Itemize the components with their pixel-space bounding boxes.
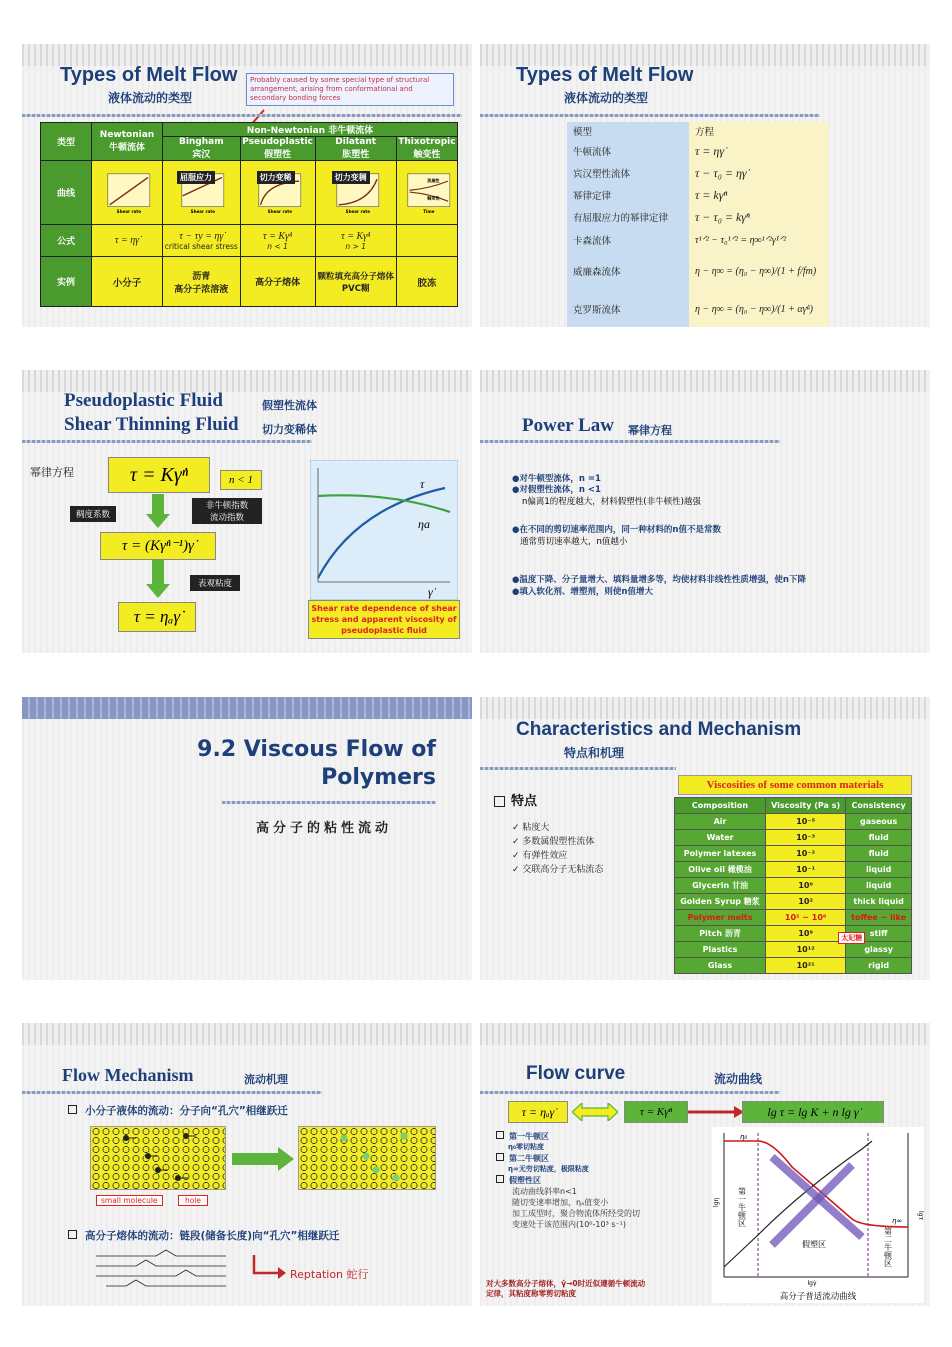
small-molecule-heading <box>68 1103 288 1118</box>
type-newtonian <box>92 123 163 161</box>
bullet-n-not-constant: ●在不同的剪切速率范围内，同一种材料的n值不是常数 <box>512 525 721 535</box>
feature-item <box>512 835 603 849</box>
note-n-decrease: 通常剪切速率越大，n值越小 <box>520 537 628 547</box>
curve-label-eta: ηa <box>418 517 430 531</box>
model-name: 威廉森流体 <box>567 252 689 290</box>
slide-title-cn: 特点和机理 <box>564 746 625 760</box>
eq-condition: n < 1 <box>220 470 262 490</box>
feature-heading-text: 特点 <box>511 794 538 809</box>
cell <box>841 926 912 942</box>
feature-text: 多数属假塑性流体 <box>522 837 595 847</box>
col-model: 模型 <box>567 122 689 140</box>
checkbox-icon <box>494 796 505 807</box>
polymer-heading <box>68 1228 339 1243</box>
legend-text: 第二牛顿区 <box>509 1154 549 1163</box>
zone-first-newtonian: 第一牛顿区 <box>737 1187 747 1227</box>
non-newtonian-header: Non-Newtonian 非牛顿流体 <box>163 123 458 137</box>
formula-text: τ = ηγ̇ <box>114 235 140 246</box>
legend-zero-shear: η₀零切粘度 <box>508 1143 545 1151</box>
cell: Polymer latexes <box>675 846 766 862</box>
cell: Polymer melts <box>675 910 766 926</box>
slide-characteristics-mechanism <box>480 697 930 980</box>
slide-title-2-cn: 切力变稀体 <box>262 423 317 436</box>
model-name: 牛顿流体 <box>567 140 689 162</box>
formula-text: τ = Kγ̇ⁿ <box>263 230 293 242</box>
section-header-bar <box>22 697 472 719</box>
double-arrow <box>572 1103 618 1121</box>
formula-note: n < 1 <box>267 241 288 251</box>
slide-title: Flow Mechanism <box>62 1065 194 1085</box>
formula-note: critical shear stress <box>164 241 238 251</box>
slide-title-cn: 流动曲线 <box>714 1072 763 1086</box>
zone-second-newtonian: 第二牛顿区 <box>883 1227 893 1267</box>
col-equation: 方程 <box>689 122 829 140</box>
formula-note: n > 1 <box>345 241 366 251</box>
checkbox-icon <box>496 1175 504 1183</box>
cell: 10⁻¹ <box>766 862 846 878</box>
check-icon: ✓ <box>512 837 523 847</box>
bullet-temperature: ●温度下降、分子量增大、填料量增多等，均使材料非线性性质增强，使n下降 <box>512 575 806 585</box>
curve-pseudoplastic <box>240 161 315 225</box>
legend-text: 第一牛顿区 <box>509 1132 549 1141</box>
feature-item <box>512 863 603 877</box>
type-en: Dilatant <box>335 137 377 147</box>
label-hole: hole <box>178 1195 208 1206</box>
model-name: 宾汉塑性流体 <box>567 162 689 184</box>
check-icon: ✓ <box>512 851 523 861</box>
type-pseudoplastic <box>240 137 315 161</box>
col-viscosity: Viscosity (Pa s) <box>766 798 846 814</box>
label-eta0: η₀ <box>740 1133 748 1141</box>
curve-label-tau: τ <box>420 477 425 491</box>
model-name: 卡森流体 <box>567 228 689 252</box>
type-cn: 牛顿流体 <box>108 143 145 153</box>
thixotropic-mini-chart <box>400 172 454 214</box>
viscosity-table-title: Viscosities of some common materials <box>678 775 912 795</box>
x-axis-label: lgγ̇ <box>807 1280 817 1287</box>
cell: gaseous <box>846 814 912 830</box>
title-rule <box>22 1091 322 1094</box>
cell-text: stiff <box>869 929 888 938</box>
reptation-arrow <box>250 1255 288 1283</box>
feature-list <box>512 821 603 877</box>
row-label-example: 实例 <box>41 257 92 307</box>
col-consistency: Consistency <box>846 798 912 814</box>
feature-text: 粘度大 <box>522 823 550 833</box>
arrow-right <box>232 1147 296 1171</box>
legend-second-newtonian <box>496 1153 640 1164</box>
slide-title-2: Shear Thinning Fluid <box>64 414 239 435</box>
flow-types-table <box>40 122 458 307</box>
tag-shear-thinning: 切力变稀 <box>257 171 295 184</box>
universal-flow-curve-chart <box>712 1127 924 1303</box>
type-en: Bingham <box>178 137 224 147</box>
type-thixotropic <box>396 137 457 161</box>
legend-first-newtonian <box>496 1131 640 1142</box>
example-newtonian: 小分子 <box>92 257 163 307</box>
check-icon: ✓ <box>512 865 523 875</box>
slide-title: Types of Melt Flow <box>60 64 238 86</box>
type-cn: 假塑性 <box>264 150 292 160</box>
cell: Golden Syrup 糖浆 <box>675 894 766 910</box>
label-eta-inf: η∞ <box>892 1217 903 1225</box>
pseudoplastic-curve-chart <box>310 460 458 600</box>
axis-x-label: Shear rate <box>267 208 292 214</box>
curve-thixotropic <box>396 161 457 225</box>
constitutive-equation-table <box>567 122 829 327</box>
title-rule <box>222 801 436 804</box>
molecule-jump-marks <box>90 1126 224 1188</box>
y-axis-right-label: lgτ <box>917 1211 924 1221</box>
legend-text: 假塑性区 <box>509 1176 541 1185</box>
cell: Pitch 沥青 <box>675 926 766 942</box>
cell: fluid <box>846 830 912 846</box>
axis-x-label: γ̇ <box>428 585 433 599</box>
bullet-pseudoplastic: ●对假塑性流体，n <1 <box>512 485 601 495</box>
zone-pseudoplastic: 假塑区 <box>802 1240 826 1249</box>
slide-title-1-cn: 假塑性流体 <box>262 399 317 412</box>
model-equation: τ¹ᐟ² − τ₀¹ᐟ² = η∞¹ᐟ²γ̇¹ᐟ² <box>689 228 829 252</box>
curve-dilatant <box>315 161 396 225</box>
checkbox-icon <box>496 1131 504 1139</box>
viscosity-table <box>674 797 912 974</box>
checkbox-icon <box>496 1153 504 1161</box>
axis-x-label: Shear rate <box>190 208 216 214</box>
newtonian-mini-chart <box>100 172 154 214</box>
cell: thick liquid <box>846 894 912 910</box>
slide-title: Types of Melt Flow <box>516 64 694 86</box>
row-label-type: 类型 <box>41 123 92 161</box>
feature-text: 有弹性效应 <box>522 851 568 861</box>
cell: Olive oil 橄榄油 <box>675 862 766 878</box>
slide-section-viscous-flow <box>22 697 472 980</box>
eq-power-law: τ = Kγ̇ⁿ <box>108 457 210 493</box>
title-rule <box>480 767 676 770</box>
annotation-note: Probably caused by some special type of structural arrangement, arising from conformational and secondary bonding forces <box>246 73 454 106</box>
header-strip <box>480 44 930 66</box>
formula-text: τ − τy = ηγ̇ <box>179 230 224 242</box>
label-small-molecule: small molecule <box>96 1195 163 1206</box>
curve-newtonian <box>92 161 163 225</box>
arrow-down-1 <box>146 494 170 530</box>
formula-bingham <box>163 225 241 257</box>
header-strip <box>480 1023 930 1045</box>
example-pseudoplastic: 高分子熔体 <box>240 257 315 307</box>
toffee-tag: 太妃糖 <box>838 932 865 944</box>
eq-apparent-viscosity: τ = ηₐγ̇ <box>118 602 196 632</box>
checkbox-icon <box>68 1105 77 1114</box>
arrow-down-2 <box>146 560 170 600</box>
title-rule <box>22 114 462 117</box>
section-title-cn: 高分子的粘性流动 <box>256 821 393 836</box>
cell: 10⁹ <box>766 926 846 942</box>
feature-item <box>512 849 603 863</box>
header-strip <box>22 1023 472 1045</box>
checkbox-icon <box>68 1230 77 1239</box>
type-en: Pseudoplastic <box>242 137 313 147</box>
legend-note: 随切变速率增加，ηₐ值变小 <box>512 1198 609 1207</box>
eq-apparent: τ = ηₐγ̇ <box>508 1101 568 1123</box>
molecule-after-marks <box>298 1126 434 1188</box>
reptation-label: Reptation 蛇行 <box>290 1268 369 1281</box>
bottom-note-1: 对大多数高分子熔体，γ̇→0时近似遵循牛顿流动 <box>486 1279 646 1288</box>
bullet-plasticizer: ●填入软化剂、增塑剂，则使n值增大 <box>512 587 653 597</box>
slide-types-of-melt-flow-2 <box>480 44 930 327</box>
model-equation: τ − τ₀ = ηγ̇ <box>689 162 829 184</box>
eq-power-law: τ = Kγ̇ⁿ <box>624 1101 688 1123</box>
type-bingham <box>163 137 241 161</box>
cell: 10⁰ <box>766 878 846 894</box>
slide-subtitle: 液体流动的类型 <box>108 91 193 105</box>
heading-text: 高分子熔体的流动：链段(储备长度)向“孔穴”相继跃迁 <box>85 1230 340 1242</box>
tag-shear-thickening: 切力变稠 <box>332 171 370 184</box>
tag-flow-index: 非牛顿指数 流动指数 <box>192 498 262 524</box>
model-equation: τ = kγ̇ⁿ <box>689 184 829 206</box>
check-icon: ✓ <box>512 823 523 833</box>
legend-list <box>496 1131 640 1230</box>
chart-caption: Shear rate dependence of shear stress and apparent viscosity of pseudoplastic fluid <box>308 600 460 639</box>
slide-title: Flow curve <box>526 1063 626 1084</box>
model-name: 有屈服应力的幂律定律 <box>567 206 689 228</box>
slide-pseudoplastic-fluid <box>22 370 472 653</box>
row-label-formula: 公式 <box>41 225 92 257</box>
tag-apparent-viscosity: 表观粘度 <box>190 575 240 591</box>
formula-dilatant <box>315 225 396 257</box>
cell: 10¹² <box>766 942 846 958</box>
formula-thixotropic <box>396 225 457 257</box>
heading-text: 小分子液体的流动：分子向“孔穴”相继跃迁 <box>85 1105 288 1117</box>
slide-flow-curve <box>480 1023 930 1306</box>
slide-title-cn: 流动机理 <box>244 1073 288 1086</box>
model-equation: τ = ηγ̇ <box>689 140 829 162</box>
tag-yield-stress: 屈服应力 <box>177 171 215 184</box>
title-rule <box>480 440 780 443</box>
legend-note: 变速处于该范围内(10⁰-10³ s⁻¹) <box>512 1220 627 1229</box>
cell: Glycerin 甘油 <box>675 878 766 894</box>
header-strip <box>480 697 930 719</box>
legend-note: 流动曲线斜率n<1 <box>512 1187 577 1196</box>
title-rule <box>480 114 820 117</box>
slide-title: Characteristics and Mechanism <box>516 719 802 740</box>
cell: 10² <box>766 894 846 910</box>
slide-title: Power Law <box>522 415 614 436</box>
cell: liquid <box>846 862 912 878</box>
bottom-note-2: 定律，其粘度称零剪切粘度 <box>486 1289 576 1298</box>
slide-flow-mechanism <box>22 1023 472 1306</box>
type-en: Thixotropic <box>398 137 456 147</box>
cell: Air <box>675 814 766 830</box>
cell: 10⁻³ <box>766 830 846 846</box>
example-bingham: 沥青 高分子浓溶液 <box>163 257 241 307</box>
eq-power-law-expanded: τ = (Kγ̇ⁿ⁻¹)γ̇ <box>100 532 216 560</box>
cell: liquid <box>846 878 912 894</box>
axis-x-label: Time <box>423 208 435 214</box>
row-label-curve: 曲线 <box>41 161 92 225</box>
legend-infinite-shear: η∞无穷切粘度，极限粘度 <box>508 1165 589 1173</box>
example-dilatant: 颗粒填充高分子熔体 PVC糊 <box>315 257 396 307</box>
cell: 10⁻² <box>766 846 846 862</box>
model-equation: η − η∞ = (η₀ − η∞)/(1 + αγ̇ⁿ) <box>689 290 829 327</box>
legend-note: 加工成型时，聚合物流体所经受的切 <box>512 1209 640 1218</box>
model-name: 幂律定律 <box>567 184 689 206</box>
y-axis-left-label: lgη <box>713 1197 720 1207</box>
cell: fluid <box>846 846 912 862</box>
tag-rheopexy: 流凝性 <box>427 177 440 183</box>
cell: rigid <box>846 958 912 974</box>
formula-text: τ = Kγ̇ⁿ <box>341 230 371 242</box>
example-thixotropic: 胶冻 <box>396 257 457 307</box>
cell: 10²¹ <box>766 958 846 974</box>
section-title-line-1: 9.2 Viscous Flow of <box>197 737 436 762</box>
model-equation: η − η∞ = (η₀ − η∞)/(1 + f/fm) <box>689 252 829 290</box>
curve-bingham <box>163 161 241 225</box>
slide-title-1: Pseudoplastic Fluid <box>64 390 223 411</box>
title-rule <box>480 1091 780 1094</box>
type-cn: 胀塑性 <box>342 150 370 160</box>
slide-power-law <box>480 370 930 653</box>
chart-caption: 高分子普适流动曲线 <box>779 1292 857 1302</box>
model-name: 克罗斯流体 <box>567 290 689 327</box>
feature-text: 交联高分子无粘流态 <box>522 865 604 875</box>
formula-newtonian <box>92 225 163 257</box>
tag-consistency: 稠度系数 <box>70 506 116 522</box>
cell: Water <box>675 830 766 846</box>
header-strip <box>480 370 930 392</box>
type-cn: 触变性 <box>413 150 441 160</box>
type-en: Newtonian <box>99 130 155 140</box>
slide-subtitle: 液体流动的类型 <box>564 91 649 105</box>
bullet-newtonian: ●对牛顿型流体，n =1 <box>512 474 601 484</box>
title-rule <box>22 440 312 443</box>
cell: 10⁻⁵ <box>766 814 846 830</box>
axis-x-label: Shear rate <box>345 208 370 214</box>
col-composition: Composition <box>675 798 766 814</box>
slide-types-of-melt-flow-1 <box>22 44 472 327</box>
formula-pseudoplastic <box>240 225 315 257</box>
cell: Plastics <box>675 942 766 958</box>
slide-title-cn: 幂律方程 <box>628 424 672 437</box>
model-equation: τ − τ₀ = kγ̇ⁿ <box>689 206 829 228</box>
section-title-line-2: Polymers <box>321 765 436 790</box>
type-cn: 宾汉 <box>192 150 211 160</box>
power-law-label: 幂律方程 <box>30 466 74 479</box>
type-dilatant <box>315 137 396 161</box>
note-deviation: n偏离1的程度越大，材料假塑性(非牛顿性)越强 <box>522 497 701 507</box>
eq-log-form: lg τ = lg K + n lg γ̇ <box>742 1101 884 1123</box>
cell: Glass <box>675 958 766 974</box>
chain-segments <box>96 1248 246 1288</box>
axis-x-label: Shear rate <box>116 208 142 214</box>
header-strip <box>22 44 472 66</box>
cell: 10² ~ 10⁶ <box>766 910 846 926</box>
cell: toffee ~ like <box>846 910 912 926</box>
legend-pseudoplastic <box>496 1175 640 1186</box>
feature-heading <box>494 790 537 809</box>
feature-item <box>512 821 603 835</box>
cell: glassy <box>846 942 912 958</box>
header-strip <box>22 370 472 392</box>
arrow-to-log <box>688 1103 744 1121</box>
tag-thixotropy: 触变性 <box>427 194 440 200</box>
